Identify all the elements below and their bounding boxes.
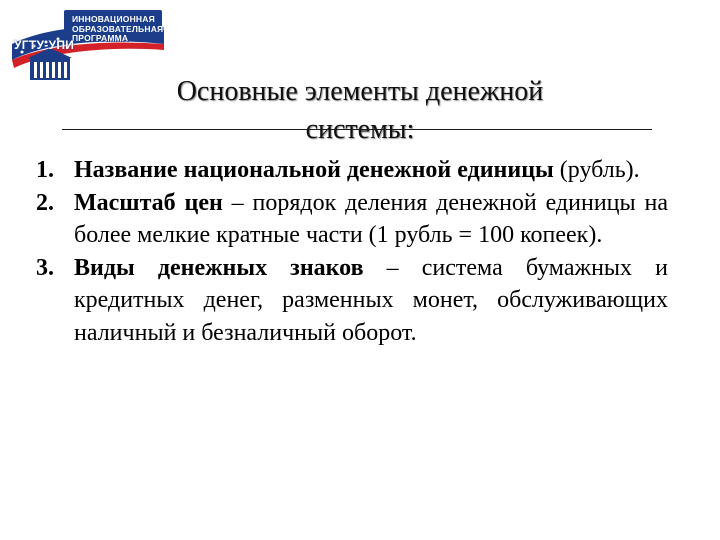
list-item-description: – система бумажных и кредитных денег, разменных монет, обслуживающих наличный и безналичный оборот. xyxy=(74,254,668,346)
list-item-description: (рубль). xyxy=(553,157,640,183)
list-item-number: 3. xyxy=(36,254,54,281)
list-item xyxy=(36,154,668,187)
slide-title xyxy=(60,73,660,149)
logo-line-1: ИННОВАЦИОННАЯ xyxy=(72,14,155,24)
list-item-term: Виды денежных знаков xyxy=(74,254,364,281)
title-underline xyxy=(62,129,652,130)
list-item xyxy=(36,252,668,350)
elements-list xyxy=(36,154,668,349)
list-item-number: 1. xyxy=(36,157,54,183)
list-item xyxy=(36,187,668,252)
slide-title-line-1: Основные элементы денежной xyxy=(176,75,544,107)
list-item-term: Масштаб цен xyxy=(74,189,223,216)
logo-brand-text: УГТУ-УПИ xyxy=(14,38,75,52)
list-item-number: 2. xyxy=(36,189,54,216)
logo-line-2: ОБРАЗОВАТЕЛЬНАЯ xyxy=(72,23,164,34)
slide-title-line-2: системы: xyxy=(305,113,415,145)
list-item-description: – порядок деления денежной единицы на более мелкие кратные части (1 рубль = 100 копеек). xyxy=(74,189,668,248)
list-item-term: Название национальной денежной единицы xyxy=(74,157,554,183)
logo-line-3: ПРОГРАММА xyxy=(72,33,129,43)
